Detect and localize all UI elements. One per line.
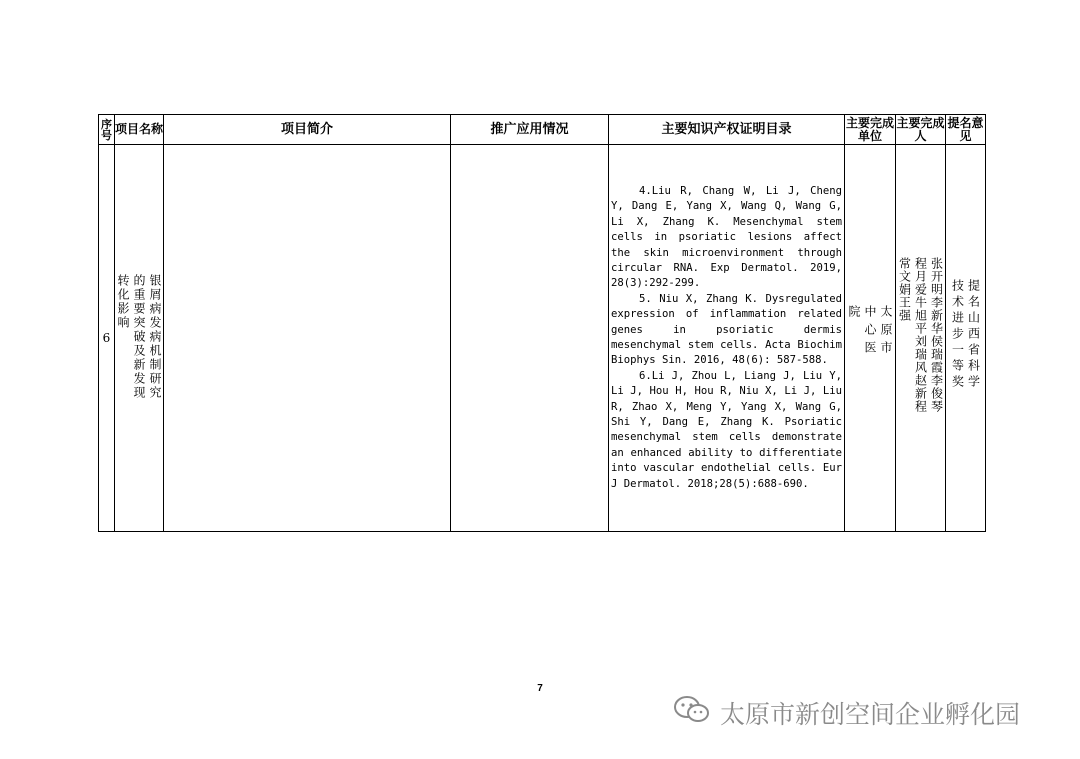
row-unit: 太原市中心医院: [847, 305, 893, 359]
row-unit-cell: [845, 145, 896, 532]
header-opinion: 提名意见: [947, 115, 984, 143]
header-ip: 主要知识产权证明目录: [609, 115, 845, 145]
row-opinion-cell: [946, 145, 986, 532]
row-persons-cell: [896, 145, 946, 532]
header-persons: 主要完成人: [896, 115, 945, 143]
row-name: 银屑病发病机制研究的重要突破及新发现转化影响: [116, 274, 162, 400]
row-application: [451, 145, 609, 532]
header-row: [99, 115, 986, 145]
row-intro: [164, 145, 451, 532]
ip-entry: 6.Li J, Zhou L, Liang J, Liu Y, Li J, Hou H, Hou R, Niu X, Li J, Liu R, Zhao X, Meng Y, Yang X, Wang G, Shi Y, Dang E, Zhang K. Psoriatic mesenchymal stem cells demonstrate an enhanced ability to differentiate into vascular endothelial cells. Eur J Dermatol. 2018;28(5):688-690.: [611, 369, 842, 490]
header-application: 推广应用情况: [451, 115, 609, 145]
row-name-cell: [115, 145, 164, 532]
row-seq: 6: [99, 145, 115, 532]
row-opinion: 提名山西省科学技术进步一等奖: [950, 279, 981, 391]
header-unit: 主要完成单位: [845, 115, 894, 143]
watermark-text: 太原市新创空间企业孵化园: [720, 700, 1021, 729]
ip-entry: 5. Niu X, Zhang K. Dysregulated expression of inflammation related genes in psoriatic dermis mesenchymal stem cells. Acta Biochim Biophys Sin. 2016, 48(6): 587-588.: [611, 292, 842, 367]
row-persons: 张开明李新华侯瑞霞李俊琴程月爱牛旭平刘瑞风赵新程常文娟王强: [897, 257, 944, 413]
header-name: 项目名称: [115, 115, 164, 145]
project-table: [98, 114, 986, 532]
table-row: [99, 145, 986, 532]
watermark: [672, 693, 1020, 733]
wechat-icon: [672, 695, 712, 731]
header-seq: 序号: [99, 115, 115, 145]
page-number: 7: [537, 683, 543, 694]
ip-list: [609, 184, 844, 492]
header-intro: 项目简介: [164, 115, 451, 145]
row-ip-cell: [609, 145, 845, 532]
ip-entry: 4.Liu R, Chang W, Li J, Cheng Y, Dang E, Yang X, Wang Q, Wang G, Li X, Zhang K. Mesenchymal stem cells in psoriatic lesions affect the skin microenvironment through circular RNA. Exp Dermatol. 2019, 28(3):292-299.: [611, 184, 842, 290]
